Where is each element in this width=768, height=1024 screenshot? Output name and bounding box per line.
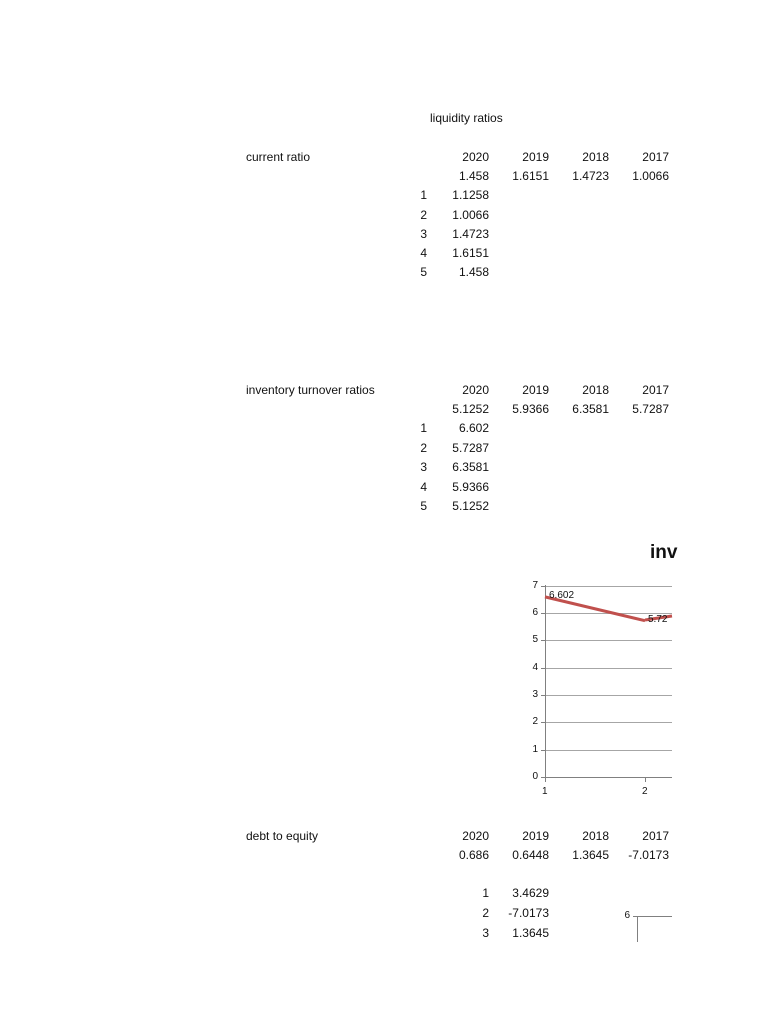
row-index: 4 — [420, 246, 427, 260]
inventory-turnover-label: inventory turnover ratios — [246, 383, 375, 397]
ratio-value: 5.1252 — [452, 402, 489, 416]
row-value: 1.0066 — [452, 208, 489, 222]
row-index: 2 — [420, 441, 427, 455]
y-tick-label: 6 — [532, 607, 538, 618]
y-tick-label: 6 — [624, 910, 630, 921]
ratio-value: 1.0066 — [632, 169, 669, 183]
row-index: 1 — [482, 886, 489, 900]
ratio-value: 0.6448 — [512, 848, 549, 862]
row-index: 2 — [482, 906, 489, 920]
y-tick-label: 3 — [532, 689, 538, 700]
page-title: liquidity ratios — [430, 111, 503, 125]
year-header: 2019 — [522, 829, 549, 843]
year-header: 2019 — [522, 383, 549, 397]
gridline — [633, 916, 672, 917]
current-ratio-label: current ratio — [246, 150, 311, 164]
row-value: -7.0173 — [508, 906, 549, 920]
year-header: 2018 — [582, 150, 609, 164]
ratio-value: 1.458 — [458, 169, 489, 183]
y-tick-label: 1 — [532, 744, 538, 755]
debt-to-equity-label: debt to equity — [246, 829, 319, 843]
row-value: 1.4723 — [452, 227, 489, 241]
year-header: 2017 — [642, 829, 669, 843]
row-value: 5.9366 — [452, 480, 489, 494]
ratio-value: 5.7287 — [632, 402, 669, 416]
row-value: 1.1258 — [452, 188, 489, 202]
ratio-value: 5.9366 — [512, 402, 549, 416]
y-axis — [637, 916, 638, 942]
year-header: 2017 — [642, 383, 669, 397]
year-header: 2018 — [582, 829, 609, 843]
y-tick-label: 5 — [532, 634, 538, 645]
ratio-value: 1.3645 — [572, 848, 609, 862]
x-tick-label: 1 — [542, 786, 548, 797]
row-index: 3 — [420, 460, 427, 474]
data-label: 6.602 — [549, 590, 575, 601]
data-label: 5.72 — [648, 614, 668, 625]
y-tick-label: 0 — [532, 771, 538, 782]
y-tick-label: 4 — [532, 662, 538, 673]
year-header: 2017 — [642, 150, 669, 164]
row-index: 3 — [420, 227, 427, 241]
year-header: 2020 — [462, 829, 489, 843]
row-value: 1.6151 — [452, 246, 489, 260]
row-index: 1 — [420, 188, 427, 202]
chart-title: inv — [650, 542, 678, 563]
row-index: 3 — [482, 926, 489, 940]
ratio-value: -7.0173 — [628, 848, 669, 862]
row-index: 5 — [420, 265, 427, 279]
ratio-value: 0.686 — [458, 848, 489, 862]
x-tick-label: 2 — [642, 786, 648, 797]
row-value: 6.3581 — [452, 460, 489, 474]
year-header: 2018 — [582, 383, 609, 397]
row-index: 5 — [420, 499, 427, 513]
row-index: 1 — [420, 421, 427, 435]
ratio-value: 1.4723 — [572, 169, 609, 183]
year-header: 2019 — [522, 150, 549, 164]
ratio-value: 1.6151 — [512, 169, 549, 183]
year-header: 2020 — [462, 383, 489, 397]
y-tick-label: 2 — [532, 716, 538, 727]
row-value: 1.3645 — [512, 926, 549, 940]
row-index: 2 — [420, 208, 427, 222]
row-value: 3.4629 — [512, 886, 549, 900]
row-value: 6.602 — [458, 421, 489, 435]
row-index: 4 — [420, 480, 427, 494]
ratio-value: 6.3581 — [572, 402, 609, 416]
year-header: 2020 — [462, 150, 489, 164]
row-value: 1.458 — [458, 265, 489, 279]
row-value: 5.1252 — [452, 499, 489, 513]
y-tick-label: 7 — [532, 580, 538, 591]
row-value: 5.7287 — [452, 441, 489, 455]
